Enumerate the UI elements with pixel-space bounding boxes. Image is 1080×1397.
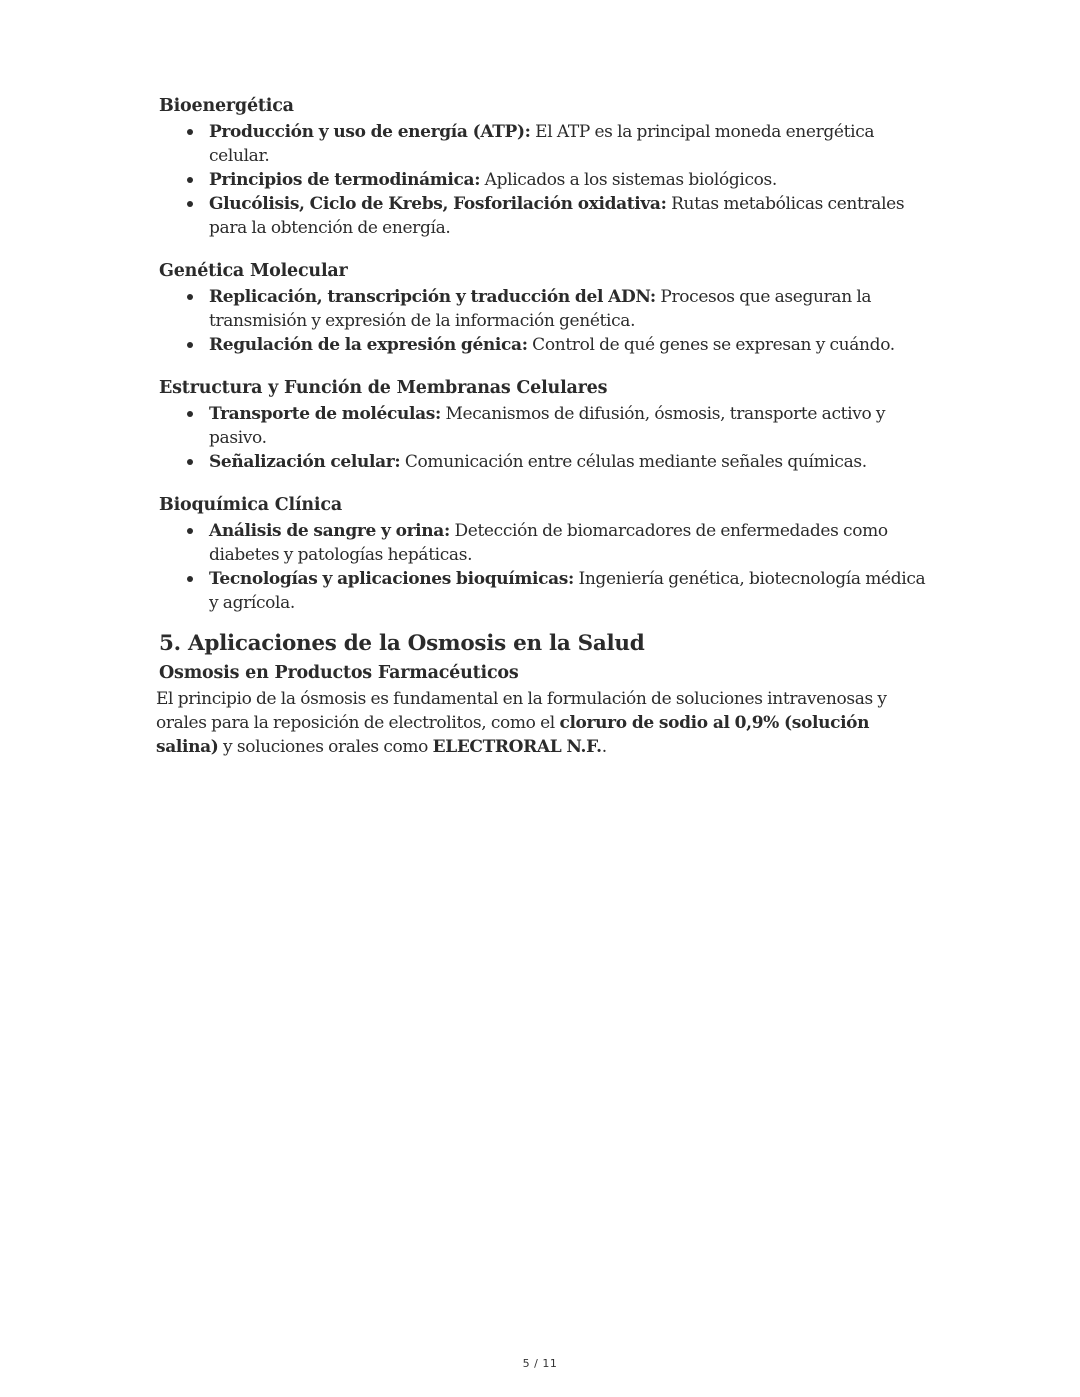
bullet-icon — [187, 528, 193, 534]
item-text: El ATP es la principal moneda energética celular. — [209, 122, 875, 166]
section-heading: Estructura y Función de Membranas Celulares — [159, 378, 608, 398]
bullet-icon — [187, 201, 193, 207]
item-term: Glucólisis, Ciclo de Krebs, Fosforilación oxidativa: — [209, 194, 667, 214]
item-term: Análisis de sangre y orina: — [209, 521, 450, 541]
list-item — [209, 333, 929, 357]
item-term: Tecnologías y aplicaciones bioquímicas: — [209, 569, 574, 589]
list-item — [209, 519, 929, 567]
item-term: Regulación de la expresión génica: — [209, 335, 528, 355]
item-term: Transporte de moléculas: — [209, 404, 441, 424]
section-heading: Bioenergética — [159, 96, 294, 116]
list-item — [209, 120, 929, 168]
chapter-osmosis-salud — [156, 629, 929, 759]
paragraph-bold-saline: cloruro de sodio al 0,9% (solución salina) — [156, 713, 870, 757]
bullet-icon — [187, 177, 193, 183]
page-content — [156, 94, 929, 759]
section-bioquimica-clinica — [159, 493, 929, 615]
list-item — [209, 402, 929, 450]
paragraph-text: y soluciones orales como — [218, 737, 433, 757]
item-text: Mecanismos de difusión, ósmosis, transporte activo y pasivo. — [209, 404, 886, 448]
page-number: 5 / 11 — [522, 1357, 558, 1370]
bullet-icon — [187, 342, 193, 348]
bullet-list — [159, 285, 929, 357]
section-heading: Genética Molecular — [159, 261, 348, 281]
list-item — [209, 450, 929, 474]
list-item — [209, 285, 929, 333]
item-text: Rutas metabólicas centrales para la obtención de energía. — [209, 194, 905, 238]
chapter-subtitle: Osmosis en Productos Farmacéuticos — [159, 663, 519, 683]
bullet-list — [159, 120, 929, 240]
section-heading: Bioquímica Clínica — [159, 495, 342, 515]
list-item — [209, 192, 929, 240]
bullet-icon — [187, 411, 193, 417]
list-item — [209, 168, 929, 192]
item-text: Ingeniería genética, biotecnología médica y agrícola. — [209, 569, 926, 613]
bullet-list — [159, 519, 929, 615]
chapter-paragraph — [156, 687, 936, 759]
item-term: Señalización celular: — [209, 452, 401, 472]
paragraph-bold-electroral: ELECTRORAL N.F. — [432, 737, 602, 757]
item-text: Control de qué genes se expresan y cuándo. — [527, 335, 895, 355]
item-text: Comunicación entre células mediante señales químicas. — [400, 452, 867, 472]
paragraph-text: . — [601, 737, 607, 757]
paragraph-text: El principio de la ósmosis es fundamental en la formulación de soluciones intravenosas y orales para la reposición de electrolitos, como el — [156, 689, 887, 733]
item-text: Procesos que aseguran la transmisión y expresión de la información genética. — [209, 287, 872, 331]
section-membranas-celulares — [159, 376, 929, 474]
item-term: Principios de termodinámica: — [209, 170, 481, 190]
chapter-title: 5. Aplicaciones de la Osmosis en la Salud — [159, 631, 645, 656]
item-text: Aplicados a los sistemas biológicos. — [480, 170, 777, 190]
bullet-icon — [187, 459, 193, 465]
item-term: Producción y uso de energía (ATP): — [209, 122, 531, 142]
section-bioenergetica — [159, 94, 929, 240]
bullet-list — [159, 402, 929, 474]
list-item — [209, 567, 929, 615]
bullet-icon — [187, 294, 193, 300]
bullet-icon — [187, 576, 193, 582]
section-genetica-molecular — [159, 259, 929, 357]
bullet-icon — [187, 129, 193, 135]
item-term: Replicación, transcripción y traducción del ADN: — [209, 287, 656, 307]
item-text: Detección de biomarcadores de enfermedades como diabetes y patologías hepáticas. — [209, 521, 888, 565]
